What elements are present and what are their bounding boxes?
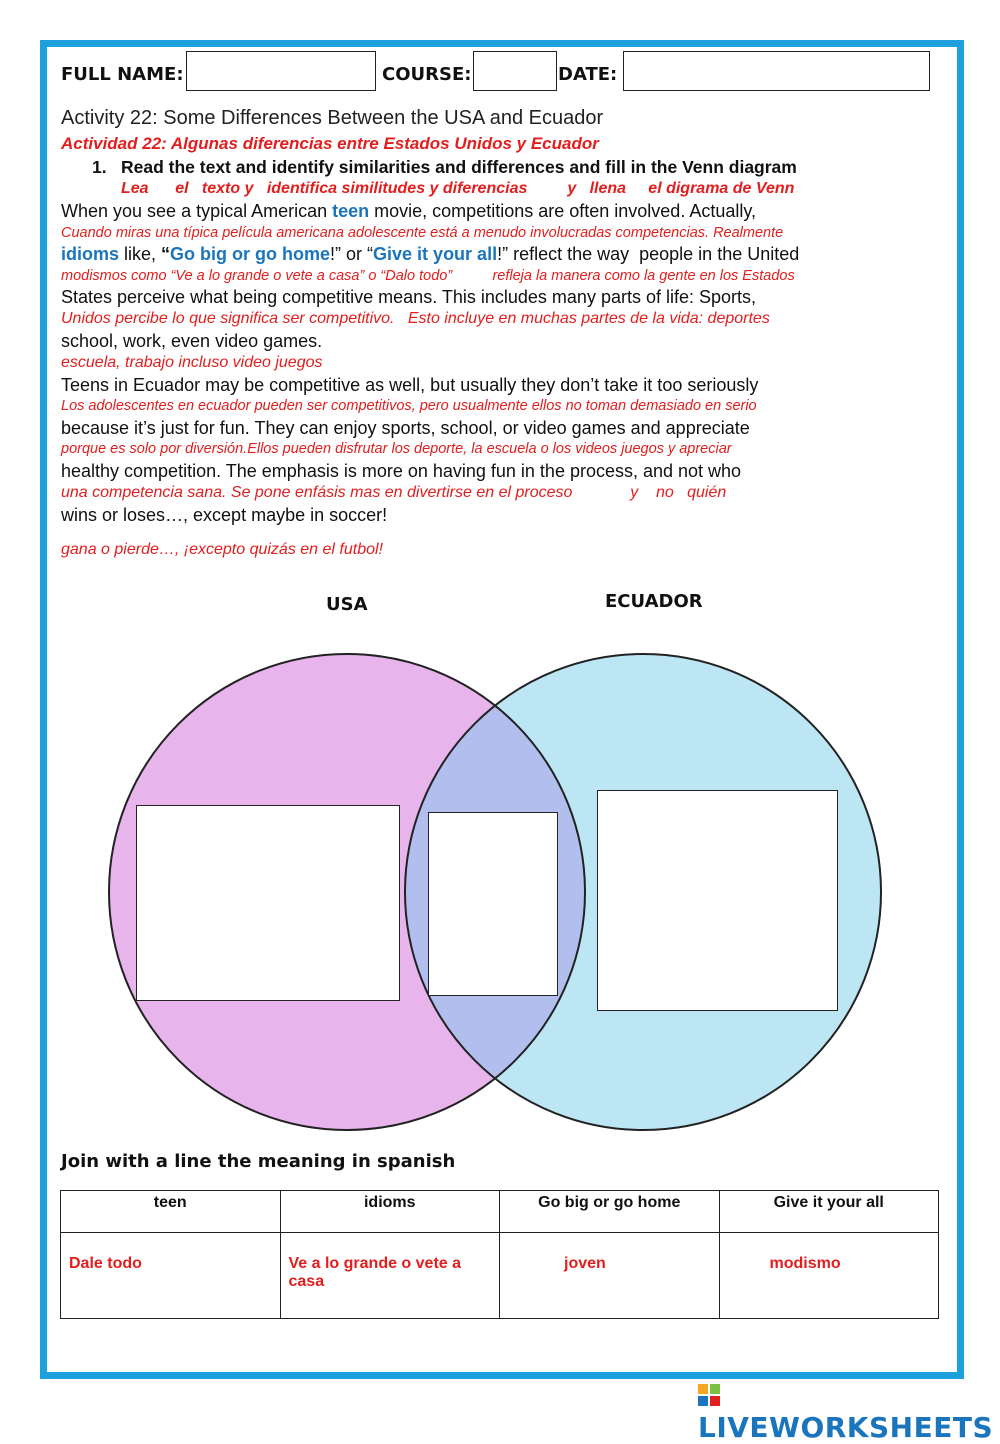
keyword-idioms: idioms <box>61 244 120 264</box>
reading-line-1: When you see a typical American teen movie, competitions are often involved. Actually, <box>61 201 757 221</box>
term-cell[interactable]: Give it your all <box>719 1191 939 1233</box>
reading-line-4-spanish: escuela, trabajo incluso video juegos <box>61 354 323 371</box>
date-label: DATE: <box>558 64 618 85</box>
liveworksheets-logo-icon <box>698 1384 720 1406</box>
usa-answer-box[interactable] <box>136 805 400 1001</box>
full-name-label: FULL NAME: <box>61 64 184 85</box>
reading-line-4: school, work, even video games. <box>61 331 323 351</box>
instruction-text: Read the text and identify similarities and differences and fill in the Venn diagram <box>121 157 797 177</box>
reading-line-5: Teens in Ecuador may be competitive as well, but usually they don’t take it too seriously <box>61 375 759 395</box>
terms-row <box>61 1191 939 1233</box>
meaning-cell[interactable]: joven <box>500 1233 720 1319</box>
reading-line-7: healthy competition. The emphasis is more on having fun in the process, and not who <box>61 461 742 481</box>
reading-line-8-spanish: gana o pierde…, ¡excepto quizás en el futbol! <box>61 541 383 558</box>
venn-label-ecuador: ECUADOR <box>605 591 703 612</box>
activity-title: Activity 22: Some Differences Between the USA and Ecuador <box>61 107 604 129</box>
course-label: COURSE: <box>382 64 472 85</box>
matching-table <box>60 1190 939 1319</box>
reading-line-3: States perceive what being competitive means. This includes many parts of life: Sports, <box>61 287 757 307</box>
term-cell[interactable]: Go big or go home <box>500 1191 720 1233</box>
both-answer-box[interactable] <box>428 812 558 996</box>
meaning-cell[interactable]: Dale todo <box>61 1233 281 1319</box>
meaning-cell[interactable]: Ve a lo grande o vete a casa <box>280 1233 500 1319</box>
instruction-text-spanish: Lea el texto y identifica similitudes y diferencias y llena el digrama de Venn <box>121 180 795 197</box>
keyword-teen: teen <box>332 201 370 221</box>
reading-line-6-spanish: porque es solo por diversión.Ellos pueden disfrutar los deporte, la escuela o los videos juegos y apreciar <box>61 441 732 457</box>
reading-line-3-spanish: Unidos percibe lo que significa ser competitivo. Esto incluye en muchas partes de la vida: deportes <box>61 310 770 327</box>
instruction-number: 1. <box>92 157 107 177</box>
venn-label-usa: USA <box>326 594 368 615</box>
meanings-row <box>61 1233 939 1319</box>
reading-line-6: because it’s just for fun. They can enjoy sports, school, or video games and appreciate <box>61 418 750 438</box>
matching-heading: Join with a line the meaning in spanish <box>61 1151 456 1172</box>
reading-line-5-spanish: Los adolescentes en ecuador pueden ser competitivos, pero usualmente ellos no toman demasiado en serio <box>61 398 757 414</box>
meaning-cell[interactable]: modismo <box>719 1233 939 1319</box>
keyword-go-big: Go big or go home <box>170 244 331 264</box>
liveworksheets-logo <box>698 1378 1000 1444</box>
term-cell[interactable]: idioms <box>280 1191 500 1233</box>
reading-line-2: idioms like, “Go big or go home!” or “Give it your all!” reflect the way people in the United <box>61 244 800 264</box>
reading-line-8: wins or loses…, except maybe in soccer! <box>61 505 388 525</box>
reading-line-2-spanish: modismos como “Ve a lo grande o vete a casa” o “Dalo todo” refleja la manera como la gente en los Estados <box>61 268 795 284</box>
activity-title-spanish: Actividad 22: Algunas diferencias entre Estados Unidos y Ecuador <box>61 134 599 153</box>
term-cell[interactable]: teen <box>61 1191 281 1233</box>
reading-line-1-spanish: Cuando miras una típica película americana adolescente está a menudo involucradas competencias. Realmente <box>61 225 784 241</box>
liveworksheets-logo-text: LIVEWORKSHEETS <box>698 1411 994 1444</box>
keyword-give-it-your-all: Give it your all <box>373 244 498 264</box>
ecuador-answer-box[interactable] <box>597 790 838 1011</box>
reading-line-7-spanish: una competencia sana. Se pone enfásis mas en divertirse en el proceso y no quién <box>61 484 727 501</box>
